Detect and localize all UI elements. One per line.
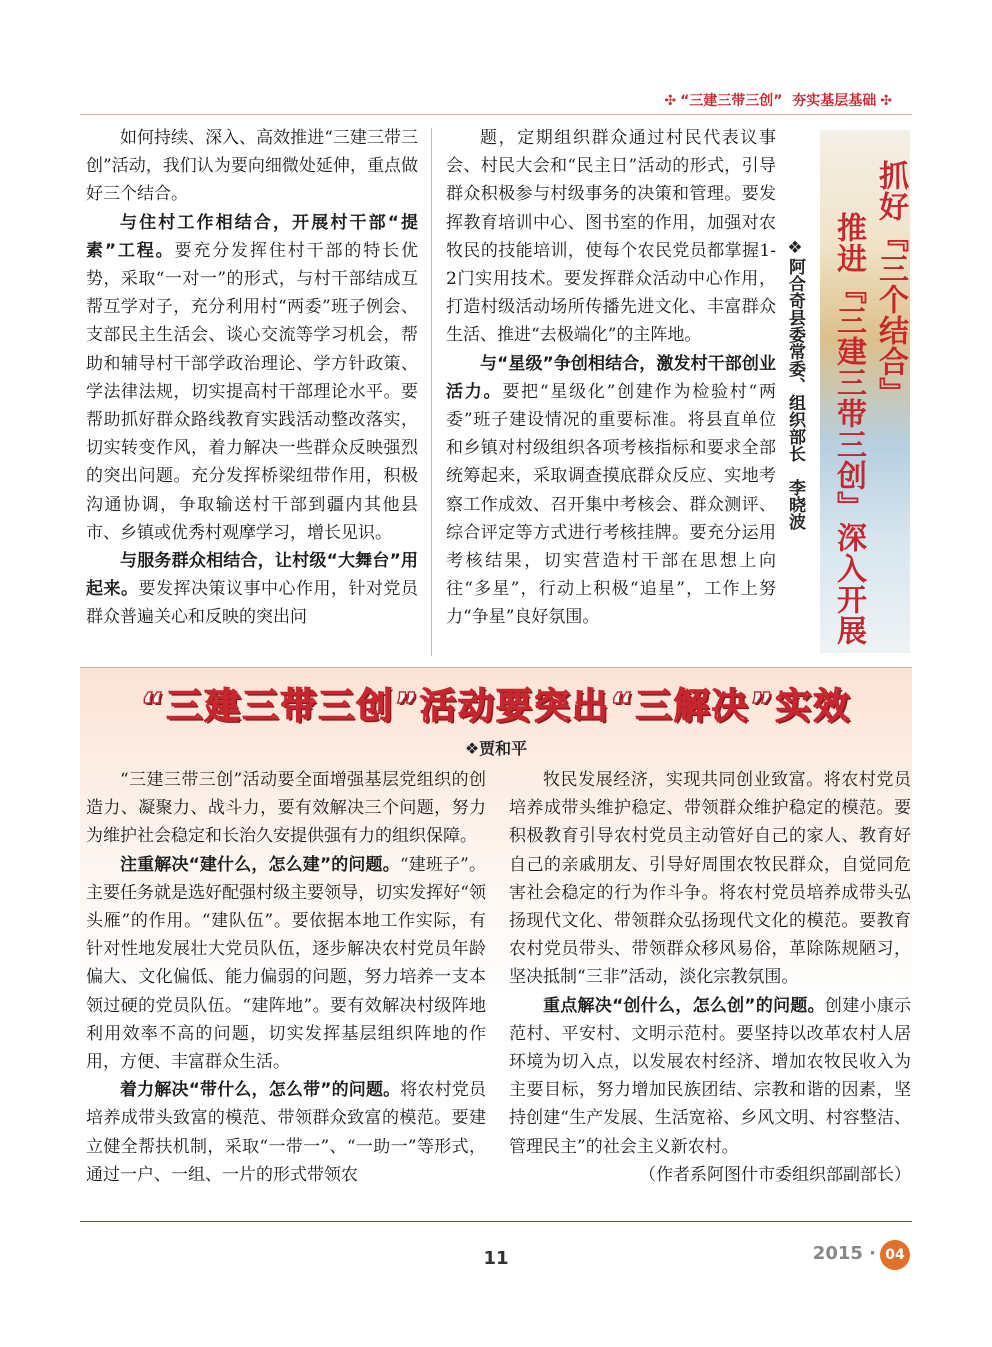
- article1-column-1: [86, 124, 418, 632]
- paragraph: [86, 766, 486, 851]
- paragraph-text: “三建三带三创”活动要全面增强基层党组织的创造力、凝聚力、战斗力，要有效解决三个问题，努力为维护社会稳定和长治久安提供强有力的组织保障。: [86, 770, 486, 847]
- header-series: “三建三带三创”: [680, 93, 783, 109]
- paragraph-text: 如何持续、深入、高效推进“三建三带三创”活动，我们认为要向细微处延伸，重点做好三个结合。: [86, 128, 418, 205]
- diamond-icon: ✣: [664, 93, 677, 109]
- paragraph: [509, 992, 911, 1161]
- issue-badge: 04: [880, 1240, 910, 1270]
- article2-column-2: [509, 766, 911, 1189]
- issue-label: [813, 1240, 910, 1270]
- paragraph: [86, 1076, 486, 1189]
- paragraph-lead: 与“星级”争创相结合，激发村干部创业活力。: [446, 353, 776, 402]
- article2-column-1: [86, 766, 486, 1189]
- paragraph-text: “建班子”。主要任务就是选好配强村级主要领导，切实发挥好“领头雁”的作用。“建队伍”。要依据本地工作实际，有针对性地发展壮大党员队伍，逐步解决农村党员年龄偏大、文化偏低、能力偏弱的问题，努力培养一支本领过硬的党员队伍。“建阵地”。要有效解决村级阵地利用效率不高的问题，切实发挥基层组织阵地的作用，方便、丰富群众生活。: [86, 854, 486, 1073]
- paragraph: [86, 851, 486, 1077]
- article2-title: “三建三带三创”活动要突出“三解决”实效: [140, 686, 852, 727]
- paragraph-lead: 与住村工作相结合，开展村干部“提素”工程。: [86, 212, 418, 261]
- paragraph-text: 要充分发挥住村干部的特长优势，采取“一对一”的形式，与村干部结成互帮互学对子，充分利用村“两委”班子例会、支部民主生活会、谈心交流等学习机会，帮助和辅导村干部学政治理论、学方针政策、学法律法规，切实提高村干部理论水平。要帮助抓好群众路线教育实践活动整改落实，切实转变作风，着力解决一些群众反映强烈的突出问题。充分发挥桥梁纽带作用，积极沟通协调，争取输送村干部到疆内其他县市、乡镇或优秀村观摩学习，增长见识。: [86, 240, 418, 543]
- article1-title-line1: 抓好『三个结合』: [873, 160, 908, 408]
- running-header: [660, 90, 896, 110]
- paragraph-lead: 注重解决“建什么，怎么建”的问题。: [120, 854, 400, 875]
- issue-year: 2015 ·: [812, 1243, 876, 1264]
- paragraph: [509, 766, 911, 992]
- header-divider: [80, 114, 912, 115]
- paragraph-text: 将农村党员培养成带头致富的模范、带领群众致富的模范。要建立健全帮扶机制，采取“一带一”、“一助一”等形式，通过一户、一组、一片的形式带领农: [86, 1080, 486, 1185]
- paragraph: [86, 209, 418, 547]
- paragraph-text: 要把“星级化”创建作为检验村“两委”班子建设情况的重要标准。将县直单位和乡镇对村级组织各项考核指标和要求全部统筹起来，采取调查摸底群众反应、实地考察工作成效、召开集中考核会、群众测评、综合评定等方式进行考核挂牌。要充分运用考核结果，切实营造村干部在思想上向往“多星”，行动上积极“追星”，工作上努力“争星”良好氛围。: [446, 381, 777, 628]
- article1-author: ❖阿合奇县委常委、组织部长 李晓波: [785, 238, 805, 530]
- paragraph-lead: 重点解决“创什么，怎么创”的问题。: [543, 995, 825, 1016]
- article1-column-2: [446, 124, 776, 632]
- paragraph-text: 要发挥决策议事中心作用，针对党员群众普遍关心和反映的突出问: [86, 579, 418, 628]
- header-topic: 夯实基层基础: [792, 93, 877, 109]
- article2-credit: （作者系阿图什市委组织部副部长）: [639, 1164, 911, 1185]
- diamond-icon: ✣: [880, 93, 892, 109]
- article1-title-banner: [820, 130, 910, 653]
- paragraph-text: 创建小康示范村、平安村、文明示范村。要坚持以改革农村人居环境为切入点，以发展农村经济、增加农牧民收入为主要目标，努力增加民族团结、宗教和谐的因素，坚持创建“生产发展、生活宽裕、乡风文明、村容整洁、管理民主”的社会主义新农村。: [509, 995, 911, 1157]
- paragraph: [446, 350, 776, 632]
- paragraph-text: 牧民发展经济，实现共同创业致富。将农村党员培养成带头维护稳定、带领群众维护稳定的模范。要积极教育引导农村党员主动管好自己的家人、教育好自己的亲戚朋友、引导好周围农牧民群众，自觉同危害社会稳定的行为作斗争。将农村党员培养成带头弘扬现代文化、带领群众弘扬现代文化的模范。要教育农村党员带头、带领群众移风易俗，革除陈规陋习，坚决抵制“三非”活动，淡化宗教氛围。: [509, 770, 911, 988]
- paragraph: [446, 124, 776, 350]
- column-divider: [431, 128, 432, 656]
- paragraph-lead: 与服务群众相结合，让村级“大舞台”用起来。: [86, 551, 418, 600]
- article1-title-line2: 推进『三建三带三创』深入开展: [831, 212, 866, 646]
- page-number: 11: [483, 1248, 509, 1269]
- paragraph: [86, 124, 418, 209]
- paragraph-lead: 着力解决“带什么，怎么带”的问题。: [120, 1080, 401, 1101]
- paragraph: [86, 547, 418, 632]
- paragraph-text: 题，定期组织群众通过村民代表议事会、村民大会和“民主日”活动的形式，引导群众积极参与村级事务的决策和管理。要发挥教育培训中心、图书室的作用，加强对农牧民的技能培训，使每个农民党员都掌握1-2门实用技术。要发挥群众活动中心作用，打造村级活动场所传播先进文化、丰富群众生活、推进“去极端化”的主阵地。: [446, 128, 776, 346]
- article2-author: ❖贾和平: [464, 739, 528, 758]
